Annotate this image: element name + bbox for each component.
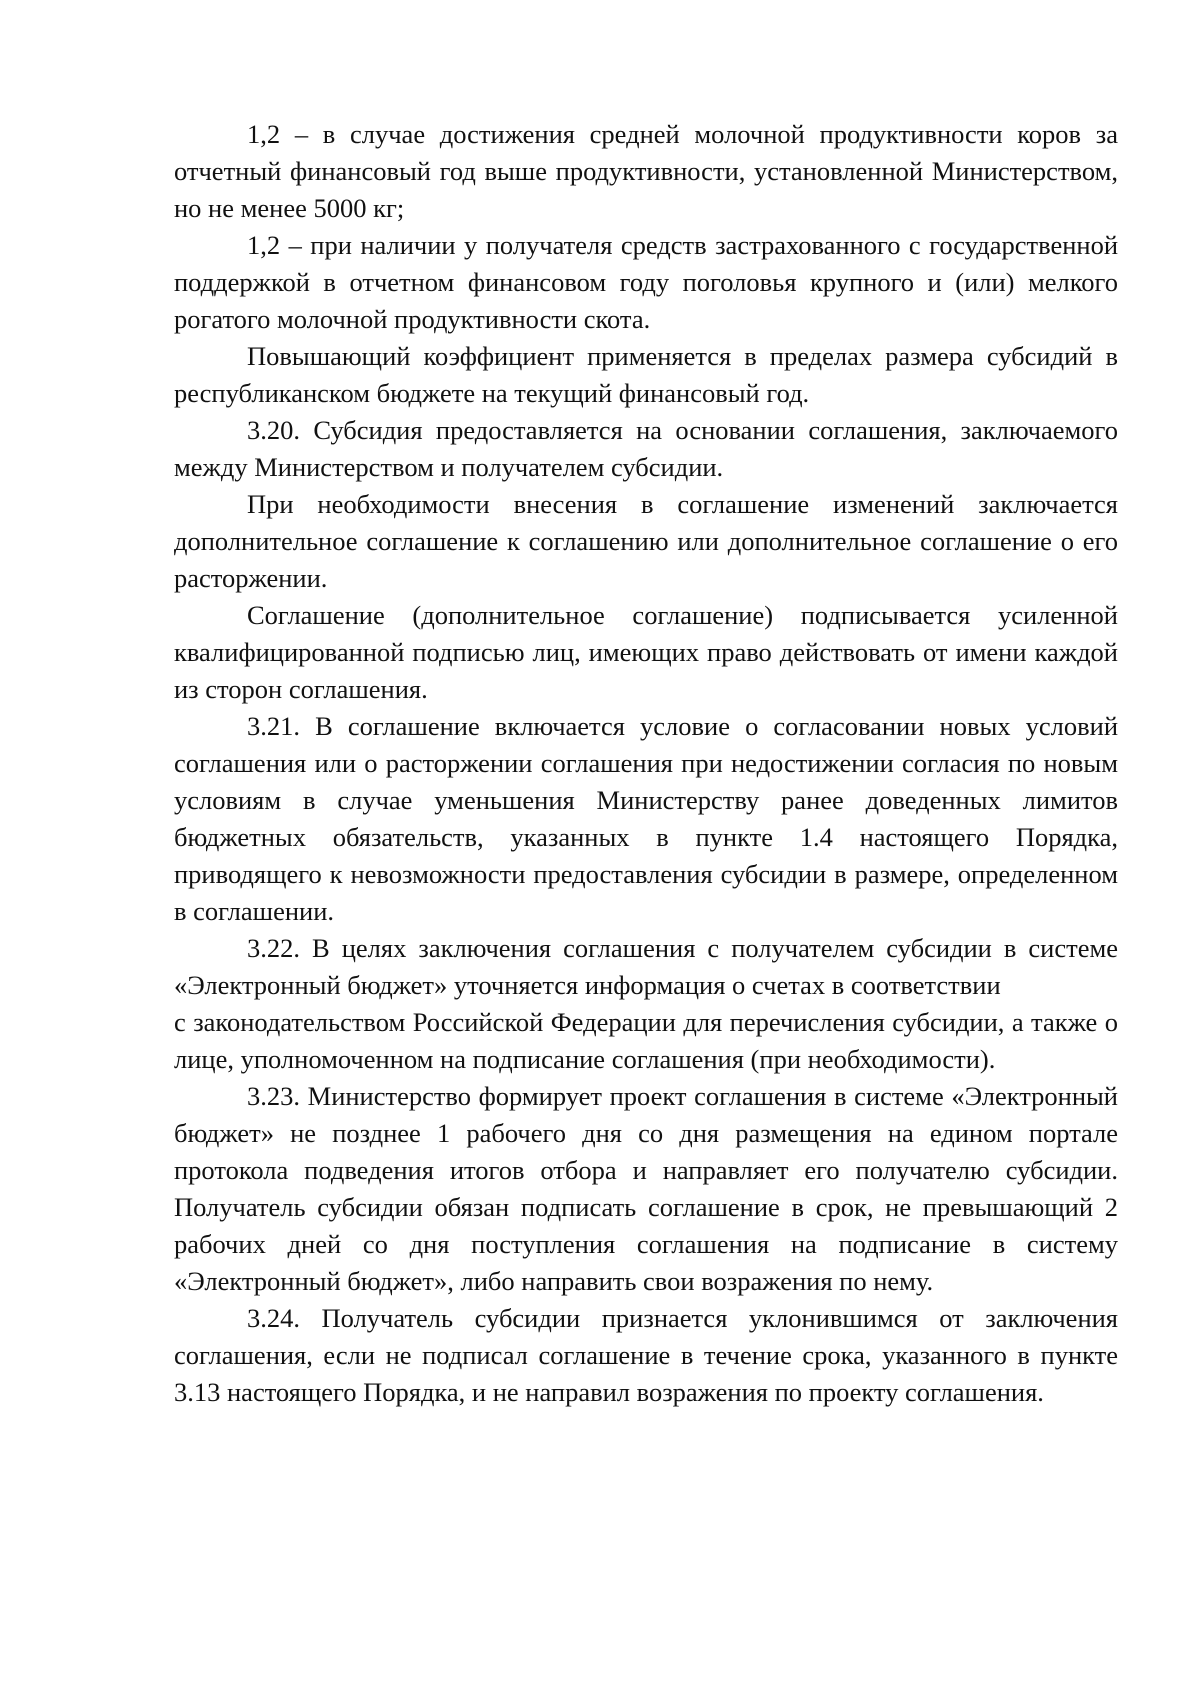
- paragraph-3-22: 3.22. В целях заключения соглашения с получателем субсидии в системе «Электронный бюджет» уточняется информация о счетах в соответствии: [174, 933, 1118, 1000]
- paragraph-3-20: 3.20. Субсидия предоставляется на основании соглашения, заключаемого между Министерством и получателем субсидии.: [174, 415, 1118, 482]
- paragraph-3-24: 3.24. Получатель субсидии признается уклонившимся от заключения соглашения, если не подписал соглашение в течение срока, указанного в пункте 3.13 настоящего Порядка, и не направил возражения по проекту соглашения.: [174, 1303, 1118, 1407]
- paragraph-amendment: При необходимости внесения в соглашение изменений заключается дополнительное соглашение к соглашению или дополнительное соглашение о его расторжении.: [174, 489, 1118, 593]
- paragraph-coefficient-insurance: 1,2 – при наличии у получателя средств застрахованного с государственной поддержкой в отчетном финансовом году поголовья крупного и (или) мелкого рогатого молочной продуктивности скота.: [174, 230, 1118, 334]
- paragraph-3-23: 3.23. Министерство формирует проект соглашения в системе «Электронный бюджет» не позднее 1 рабочего дня со дня размещения на едином портале протокола подведения итогов отбора и направляет его получателю субсидии. Получатель субсидии обязан подписать соглашение в срок, не превышающий 2 рабочих дней со дня поступления соглашения на подписание в систему «Электронный бюджет», либо направить свои возражения по нему.: [174, 1081, 1118, 1296]
- document-body: [174, 116, 1118, 1411]
- paragraph-coefficient-milk-productivity: 1,2 – в случае достижения средней молочной продуктивности коров за отчетный финансовый год выше продуктивности, установленной Министерством, но не менее 5000 кг;: [174, 119, 1118, 223]
- paragraph-signature: Соглашение (дополнительное соглашение) подписывается усиленной квалифицированной подписью лиц, имеющих право действовать от имени каждой из сторон соглашения.: [174, 600, 1118, 704]
- paragraph-3-22-continued: с законодательством Российской Федерации для перечисления субсидии, а также о лице, уполномоченном на подписание соглашения (при необходимости).: [174, 1007, 1118, 1074]
- paragraph-coefficient-limit: Повышающий коэффициент применяется в пределах размера субсидий в республиканском бюджете на текущий финансовый год.: [174, 341, 1118, 408]
- paragraph-3-21: 3.21. В соглашение включается условие о согласовании новых условий соглашения или о расторжении соглашения при недостижении согласия по новым условиям в случае уменьшения Министерству ранее доведенных лимитов бюджетных обязательств, указанных в пункте 1.4 настоящего Порядка, приводящего к невозможности предоставления субсидии в размере, определенном в соглашении.: [174, 711, 1118, 926]
